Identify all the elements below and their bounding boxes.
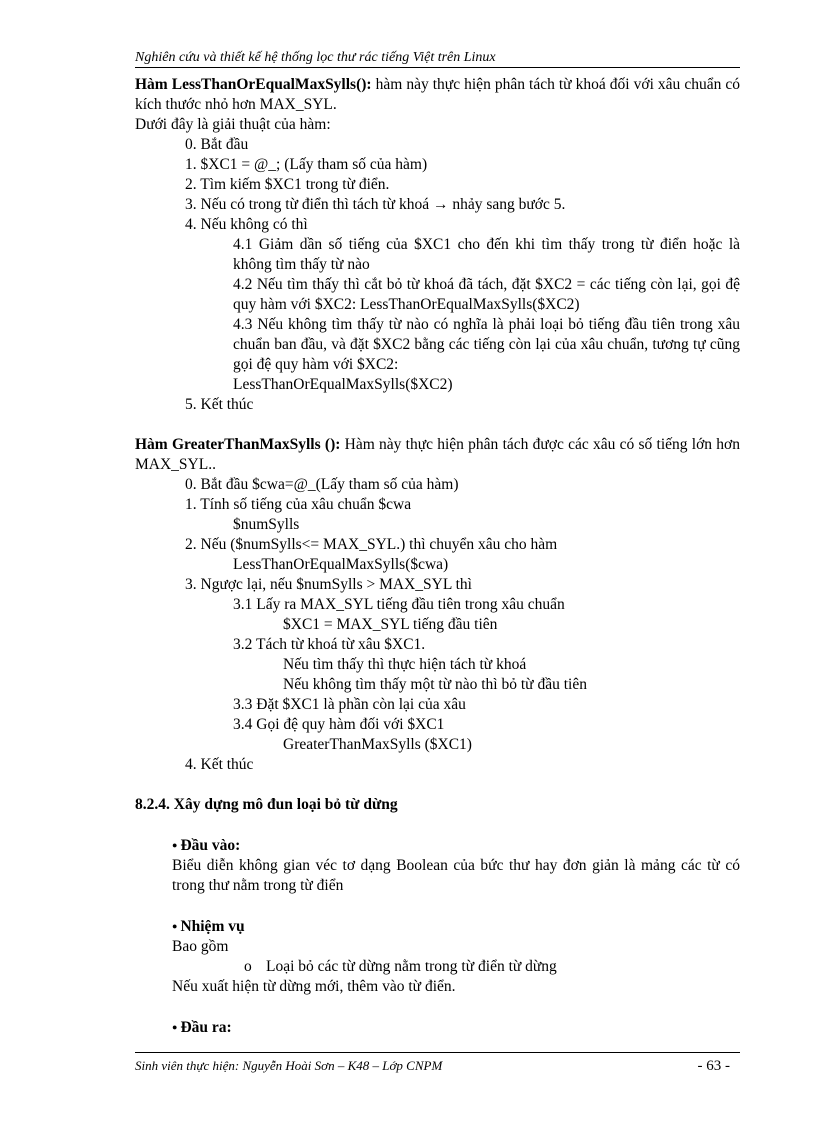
func2-step: GreaterThanMaxSylls ($XC1) [283, 736, 472, 753]
func2-step: 1. Tính số tiếng của xâu chuẩn $cwa [185, 496, 412, 513]
section-heading: 8.2.4. Xây dựng mô đun loại bỏ từ dừng [135, 796, 398, 813]
circle-bullet-icon: o [244, 958, 252, 975]
func2-name: Hàm GreaterThanMaxSylls (): [135, 436, 341, 453]
func2-step: Nếu tìm thấy thì thực hiện tách từ khoá [283, 656, 527, 673]
task-block [172, 916, 740, 997]
task-item: o Loại bỏ các từ dừng nằm trong từ điển từ dừng [244, 958, 557, 975]
func2-desc: Hàm này thực hiện phân tách được các xâu có số tiếng lớn hơn MAX_SYL.. [135, 436, 740, 473]
func1-substep: 4.1 Giảm dần số tiếng của $XC1 cho đến khi tìm thấy trong từ điển hoặc là không tìm thấy từ nào [233, 236, 740, 273]
func1-step: 2. Tìm kiếm $XC1 trong từ điển. [185, 176, 390, 193]
func1-description [135, 75, 740, 115]
func2-step: 3.2 Tách từ khoá từ xâu $XC1. [233, 636, 426, 653]
func1-step: 3. Nếu có trong từ điển thì tách từ khoá → nhảy sang bước 5. [185, 196, 566, 213]
func1-name: Hàm LessThanOrEqualMaxSylls(): [135, 76, 372, 93]
func1-step-end: 5. Kết thúc [185, 396, 254, 413]
func2-step: 3. Ngược lại, nếu $numSylls > MAX_SYL thì [185, 576, 472, 593]
page-number: - 63 - [697, 1058, 730, 1074]
func1-step: 1. $XC1 = @_; (Lấy tham số của hàm) [185, 156, 428, 173]
output-label: ● Đầu ra: [172, 1017, 740, 1038]
page-footer [135, 1057, 740, 1075]
func2-step: $XC1 = MAX_SYL tiếng đầu tiên [283, 616, 498, 633]
input-block [172, 835, 740, 896]
func2-step: 0. Bắt đầu $cwa=@_(Lấy tham số của hàm) [185, 476, 459, 493]
func2-step: 3.1 Lấy ra MAX_SYL tiếng đầu tiên trong xâu chuẩn [233, 596, 565, 613]
func2-steps [135, 475, 740, 775]
func2-step: LessThanOrEqualMaxSylls($cwa) [233, 556, 449, 573]
func1-step: 0. Bắt đầu [185, 136, 249, 153]
func1-substep: LessThanOrEqualMaxSylls($XC2) [233, 376, 453, 393]
task-intro: Bao gồm [172, 938, 229, 955]
func2-step: 3.4 Gọi đệ quy hàm đối với $XC1 [233, 716, 445, 733]
func1-substep: 4.2 Nếu tìm thấy thì cắt bỏ từ khoá đã tách, đặt $XC2 = các tiếng còn lại, gọi đệ quy hàm với $XC2: LessThanOrEqualMaxSylls($XC2) [233, 276, 740, 313]
footer-rule [135, 1052, 740, 1053]
running-header: Nghiên cứu và thiết kế hệ thống lọc thư rác tiếng Việt trên Linux [135, 49, 740, 68]
func2-step: 2. Nếu ($numSylls<= MAX_SYL.) thì chuyển xâu cho hàm [185, 536, 558, 553]
input-text: Biểu diễn không gian véc tơ dạng Boolean của bức thư hay đơn giản là mảng các từ có trong thư nằm trong từ điển [172, 857, 740, 894]
page-body [135, 75, 740, 1038]
task-label: ● Nhiệm vụ [172, 916, 740, 937]
func2-step: 4. Kết thúc [185, 756, 254, 773]
func2-step: 3.3 Đặt $XC1 là phần còn lại của xâu [233, 696, 466, 713]
input-label: ● Đầu vào: [172, 835, 740, 856]
footer-author: Sinh viên thực hiện: Nguyễn Hoài Sơn – K48 – Lớp CNPM [135, 1058, 443, 1073]
func2-description [135, 435, 740, 475]
func2-step: Nếu không tìm thấy một từ nào thì bỏ từ đầu tiên [283, 676, 587, 693]
func1-intro: Dưới đây là giải thuật của hàm: [135, 116, 331, 133]
func1-desc: hàm này thực hiện phân tách từ khoá đối với xâu chuẩn có kích thước nhỏ hơn MAX_SYL. [135, 76, 741, 113]
func1-step: 4. Nếu không có thì [185, 216, 308, 233]
task-note: Nếu xuất hiện từ dừng mới, thêm vào từ điển. [172, 978, 456, 995]
func1-substep: 4.3 Nếu không tìm thấy từ nào có nghĩa là phải loại bỏ tiếng đầu tiên trong xâu chuẩn ban đầu, và đặt $XC2 bằng các tiếng còn lại của xâu chuẩn, tương tự cũng gọi đệ quy hàm với $XC2: [233, 316, 740, 373]
output-block [172, 1017, 740, 1038]
func2-step: $numSylls [233, 516, 300, 533]
